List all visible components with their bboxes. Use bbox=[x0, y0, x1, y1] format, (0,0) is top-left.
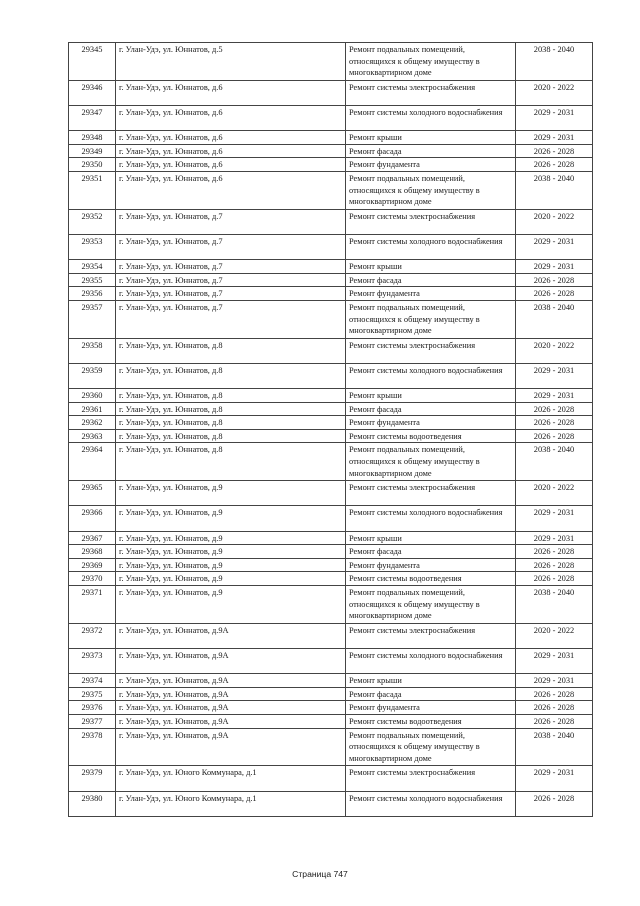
work-type-cell: Ремонт крыши bbox=[346, 531, 516, 545]
address-cell: г. Улан-Удэ, ул. Юннатов, д.9 bbox=[116, 531, 346, 545]
table-row bbox=[69, 766, 593, 791]
table-body bbox=[69, 43, 593, 817]
table-row bbox=[69, 791, 593, 816]
work-type-cell: Ремонт фасада bbox=[346, 402, 516, 416]
row-number: 29377 bbox=[69, 714, 116, 728]
work-type-cell: Ремонт фундамента bbox=[346, 416, 516, 430]
table-row bbox=[69, 43, 593, 81]
period-cell: 2029 - 2031 bbox=[516, 674, 593, 688]
period-cell: 2026 - 2028 bbox=[516, 273, 593, 287]
period-cell: 2020 - 2022 bbox=[516, 80, 593, 105]
period-cell: 2026 - 2028 bbox=[516, 158, 593, 172]
row-number: 29348 bbox=[69, 131, 116, 145]
table-row bbox=[69, 338, 593, 363]
address-cell: г. Улан-Удэ, ул. Юннатов, д.6 bbox=[116, 105, 346, 130]
address-cell: г. Улан-Удэ, ул. Юннатов, д.9 bbox=[116, 586, 346, 624]
work-type-cell: Ремонт крыши bbox=[346, 131, 516, 145]
work-type-cell: Ремонт системы электроснабжения bbox=[346, 209, 516, 234]
period-cell: 2020 - 2022 bbox=[516, 209, 593, 234]
period-cell: 2026 - 2028 bbox=[516, 701, 593, 715]
row-number: 29368 bbox=[69, 545, 116, 559]
table-row bbox=[69, 623, 593, 648]
period-cell: 2026 - 2028 bbox=[516, 714, 593, 728]
row-number: 29365 bbox=[69, 481, 116, 506]
period-cell: 2020 - 2022 bbox=[516, 338, 593, 363]
address-cell: г. Улан-Удэ, ул. Юннатов, д.9А bbox=[116, 674, 346, 688]
address-cell: г. Улан-Удэ, ул. Юннатов, д.7 bbox=[116, 273, 346, 287]
table-row bbox=[69, 714, 593, 728]
table-row bbox=[69, 260, 593, 274]
work-type-cell: Ремонт подвальных помещений, относящихся к общему имуществу в многоквартирном доме bbox=[346, 43, 516, 81]
row-number: 29366 bbox=[69, 506, 116, 531]
row-number: 29359 bbox=[69, 363, 116, 388]
work-type-cell: Ремонт фундамента bbox=[346, 158, 516, 172]
work-type-cell: Ремонт крыши bbox=[346, 674, 516, 688]
table-row bbox=[69, 481, 593, 506]
address-cell: г. Улан-Удэ, ул. Юннатов, д.8 bbox=[116, 363, 346, 388]
work-type-cell: Ремонт системы водоотведения bbox=[346, 572, 516, 586]
period-cell: 2026 - 2028 bbox=[516, 687, 593, 701]
table-row bbox=[69, 728, 593, 766]
address-cell: г. Улан-Удэ, ул. Юннатов, д.7 bbox=[116, 260, 346, 274]
address-cell: г. Улан-Удэ, ул. Юннатов, д.8 bbox=[116, 389, 346, 403]
period-cell: 2038 - 2040 bbox=[516, 300, 593, 338]
address-cell: г. Улан-Удэ, ул. Юннатов, д.9А bbox=[116, 728, 346, 766]
period-cell: 2029 - 2031 bbox=[516, 389, 593, 403]
table-row bbox=[69, 506, 593, 531]
period-cell: 2029 - 2031 bbox=[516, 766, 593, 791]
address-cell: г. Улан-Удэ, ул. Юннатов, д.9А bbox=[116, 687, 346, 701]
table-row bbox=[69, 648, 593, 673]
work-type-cell: Ремонт фундамента bbox=[346, 287, 516, 301]
table-row bbox=[69, 545, 593, 559]
work-type-cell: Ремонт подвальных помещений, относящихся к общему имуществу в многоквартирном доме bbox=[346, 728, 516, 766]
period-cell: 2026 - 2028 bbox=[516, 287, 593, 301]
row-number: 29356 bbox=[69, 287, 116, 301]
period-cell: 2029 - 2031 bbox=[516, 506, 593, 531]
work-type-cell: Ремонт подвальных помещений, относящихся к общему имуществу в многоквартирном доме bbox=[346, 586, 516, 624]
table-row bbox=[69, 105, 593, 130]
period-cell: 2038 - 2040 bbox=[516, 443, 593, 481]
work-type-cell: Ремонт системы холодного водоснабжения bbox=[346, 506, 516, 531]
row-number: 29346 bbox=[69, 80, 116, 105]
work-type-cell: Ремонт системы электроснабжения bbox=[346, 338, 516, 363]
period-cell: 2029 - 2031 bbox=[516, 531, 593, 545]
address-cell: г. Улан-Удэ, ул. Юннатов, д.9 bbox=[116, 572, 346, 586]
period-cell: 2029 - 2031 bbox=[516, 105, 593, 130]
period-cell: 2026 - 2028 bbox=[516, 572, 593, 586]
address-cell: г. Улан-Удэ, ул. Юннатов, д.8 bbox=[116, 443, 346, 481]
table-row bbox=[69, 273, 593, 287]
address-cell: г. Улан-Удэ, ул. Юннатов, д.7 bbox=[116, 300, 346, 338]
work-type-cell: Ремонт системы холодного водоснабжения bbox=[346, 234, 516, 259]
address-cell: г. Улан-Удэ, ул. Юннатов, д.9А bbox=[116, 701, 346, 715]
address-cell: г. Улан-Удэ, ул. Юннатов, д.9А bbox=[116, 714, 346, 728]
address-cell: г. Улан-Удэ, ул. Юннатов, д.9 bbox=[116, 558, 346, 572]
table-row bbox=[69, 416, 593, 430]
row-number: 29371 bbox=[69, 586, 116, 624]
address-cell: г. Улан-Удэ, ул. Юннатов, д.8 bbox=[116, 402, 346, 416]
address-cell: г. Улан-Удэ, ул. Юннатов, д.9 bbox=[116, 506, 346, 531]
table-row bbox=[69, 429, 593, 443]
work-type-cell: Ремонт системы водоотведения bbox=[346, 429, 516, 443]
table-row bbox=[69, 80, 593, 105]
page-footer bbox=[0, 869, 640, 879]
row-number: 29367 bbox=[69, 531, 116, 545]
work-type-cell: Ремонт фасада bbox=[346, 144, 516, 158]
row-number: 29374 bbox=[69, 674, 116, 688]
address-cell: г. Улан-Удэ, ул. Юннатов, д.5 bbox=[116, 43, 346, 81]
address-cell: г. Улан-Удэ, ул. Юннатов, д.8 bbox=[116, 338, 346, 363]
row-number: 29370 bbox=[69, 572, 116, 586]
address-cell: г. Улан-Удэ, ул. Юного Коммунара, д.1 bbox=[116, 766, 346, 791]
address-cell: г. Улан-Удэ, ул. Юннатов, д.9 bbox=[116, 545, 346, 559]
row-number: 29378 bbox=[69, 728, 116, 766]
table-row bbox=[69, 209, 593, 234]
work-type-cell: Ремонт системы электроснабжения bbox=[346, 80, 516, 105]
table-row bbox=[69, 234, 593, 259]
address-cell: г. Улан-Удэ, ул. Юннатов, д.6 bbox=[116, 158, 346, 172]
row-number: 29349 bbox=[69, 144, 116, 158]
table-row bbox=[69, 531, 593, 545]
period-cell: 2038 - 2040 bbox=[516, 728, 593, 766]
period-cell: 2020 - 2022 bbox=[516, 623, 593, 648]
period-cell: 2029 - 2031 bbox=[516, 648, 593, 673]
period-cell: 2026 - 2028 bbox=[516, 545, 593, 559]
repair-schedule-table bbox=[68, 42, 593, 817]
work-type-cell: Ремонт подвальных помещений, относящихся к общему имуществу в многоквартирном доме bbox=[346, 300, 516, 338]
row-number: 29347 bbox=[69, 105, 116, 130]
row-number: 29360 bbox=[69, 389, 116, 403]
work-type-cell: Ремонт системы водоотведения bbox=[346, 714, 516, 728]
period-cell: 2026 - 2028 bbox=[516, 402, 593, 416]
page-number: Страница 747 bbox=[292, 869, 348, 879]
period-cell: 2026 - 2028 bbox=[516, 791, 593, 816]
address-cell: г. Улан-Удэ, ул. Юного Коммунара, д.1 bbox=[116, 791, 346, 816]
period-cell: 2038 - 2040 bbox=[516, 43, 593, 81]
work-type-cell: Ремонт системы холодного водоснабжения bbox=[346, 648, 516, 673]
period-cell: 2026 - 2028 bbox=[516, 429, 593, 443]
table-row bbox=[69, 171, 593, 209]
table-row bbox=[69, 363, 593, 388]
table-row bbox=[69, 586, 593, 624]
period-cell: 2029 - 2031 bbox=[516, 234, 593, 259]
table-row bbox=[69, 687, 593, 701]
work-type-cell: Ремонт подвальных помещений, относящихся к общему имуществу в многоквартирном доме bbox=[346, 171, 516, 209]
period-cell: 2026 - 2028 bbox=[516, 144, 593, 158]
address-cell: г. Улан-Удэ, ул. Юннатов, д.6 bbox=[116, 80, 346, 105]
work-type-cell: Ремонт системы холодного водоснабжения bbox=[346, 363, 516, 388]
table-row bbox=[69, 287, 593, 301]
work-type-cell: Ремонт системы электроснабжения bbox=[346, 766, 516, 791]
work-type-cell: Ремонт системы электроснабжения bbox=[346, 481, 516, 506]
row-number: 29350 bbox=[69, 158, 116, 172]
row-number: 29354 bbox=[69, 260, 116, 274]
work-type-cell: Ремонт системы холодного водоснабжения bbox=[346, 105, 516, 130]
table-row bbox=[69, 402, 593, 416]
row-number: 29353 bbox=[69, 234, 116, 259]
period-cell: 2029 - 2031 bbox=[516, 131, 593, 145]
table-row bbox=[69, 558, 593, 572]
period-cell: 2038 - 2040 bbox=[516, 586, 593, 624]
row-number: 29355 bbox=[69, 273, 116, 287]
table-row bbox=[69, 300, 593, 338]
period-cell: 2029 - 2031 bbox=[516, 363, 593, 388]
row-number: 29358 bbox=[69, 338, 116, 363]
address-cell: г. Улан-Удэ, ул. Юннатов, д.7 bbox=[116, 209, 346, 234]
period-cell: 2029 - 2031 bbox=[516, 260, 593, 274]
period-cell: 2020 - 2022 bbox=[516, 481, 593, 506]
row-number: 29373 bbox=[69, 648, 116, 673]
row-number: 29362 bbox=[69, 416, 116, 430]
work-type-cell: Ремонт фасада bbox=[346, 545, 516, 559]
table-row bbox=[69, 572, 593, 586]
row-number: 29375 bbox=[69, 687, 116, 701]
address-cell: г. Улан-Удэ, ул. Юннатов, д.8 bbox=[116, 416, 346, 430]
period-cell: 2026 - 2028 bbox=[516, 558, 593, 572]
work-type-cell: Ремонт подвальных помещений, относящихся к общему имуществу в многоквартирном доме bbox=[346, 443, 516, 481]
row-number: 29345 bbox=[69, 43, 116, 81]
row-number: 29372 bbox=[69, 623, 116, 648]
address-cell: г. Улан-Удэ, ул. Юннатов, д.6 bbox=[116, 171, 346, 209]
row-number: 29361 bbox=[69, 402, 116, 416]
work-type-cell: Ремонт системы холодного водоснабжения bbox=[346, 791, 516, 816]
address-cell: г. Улан-Удэ, ул. Юннатов, д.6 bbox=[116, 144, 346, 158]
table-row bbox=[69, 701, 593, 715]
table-row bbox=[69, 158, 593, 172]
row-number: 29364 bbox=[69, 443, 116, 481]
table-row bbox=[69, 674, 593, 688]
row-number: 29363 bbox=[69, 429, 116, 443]
row-number: 29352 bbox=[69, 209, 116, 234]
address-cell: г. Улан-Удэ, ул. Юннатов, д.7 bbox=[116, 287, 346, 301]
table-row bbox=[69, 144, 593, 158]
address-cell: г. Улан-Удэ, ул. Юннатов, д.7 bbox=[116, 234, 346, 259]
row-number: 29379 bbox=[69, 766, 116, 791]
table-row bbox=[69, 389, 593, 403]
row-number: 29369 bbox=[69, 558, 116, 572]
address-cell: г. Улан-Удэ, ул. Юннатов, д.9 bbox=[116, 481, 346, 506]
work-type-cell: Ремонт фасада bbox=[346, 273, 516, 287]
row-number: 29357 bbox=[69, 300, 116, 338]
period-cell: 2038 - 2040 bbox=[516, 171, 593, 209]
table-row bbox=[69, 443, 593, 481]
work-type-cell: Ремонт крыши bbox=[346, 389, 516, 403]
row-number: 29380 bbox=[69, 791, 116, 816]
work-type-cell: Ремонт системы электроснабжения bbox=[346, 623, 516, 648]
row-number: 29351 bbox=[69, 171, 116, 209]
work-type-cell: Ремонт фундамента bbox=[346, 701, 516, 715]
work-type-cell: Ремонт фундамента bbox=[346, 558, 516, 572]
address-cell: г. Улан-Удэ, ул. Юннатов, д.9А bbox=[116, 648, 346, 673]
period-cell: 2026 - 2028 bbox=[516, 416, 593, 430]
address-cell: г. Улан-Удэ, ул. Юннатов, д.6 bbox=[116, 131, 346, 145]
table-row bbox=[69, 131, 593, 145]
work-type-cell: Ремонт крыши bbox=[346, 260, 516, 274]
row-number: 29376 bbox=[69, 701, 116, 715]
work-type-cell: Ремонт фасада bbox=[346, 687, 516, 701]
address-cell: г. Улан-Удэ, ул. Юннатов, д.9А bbox=[116, 623, 346, 648]
address-cell: г. Улан-Удэ, ул. Юннатов, д.8 bbox=[116, 429, 346, 443]
